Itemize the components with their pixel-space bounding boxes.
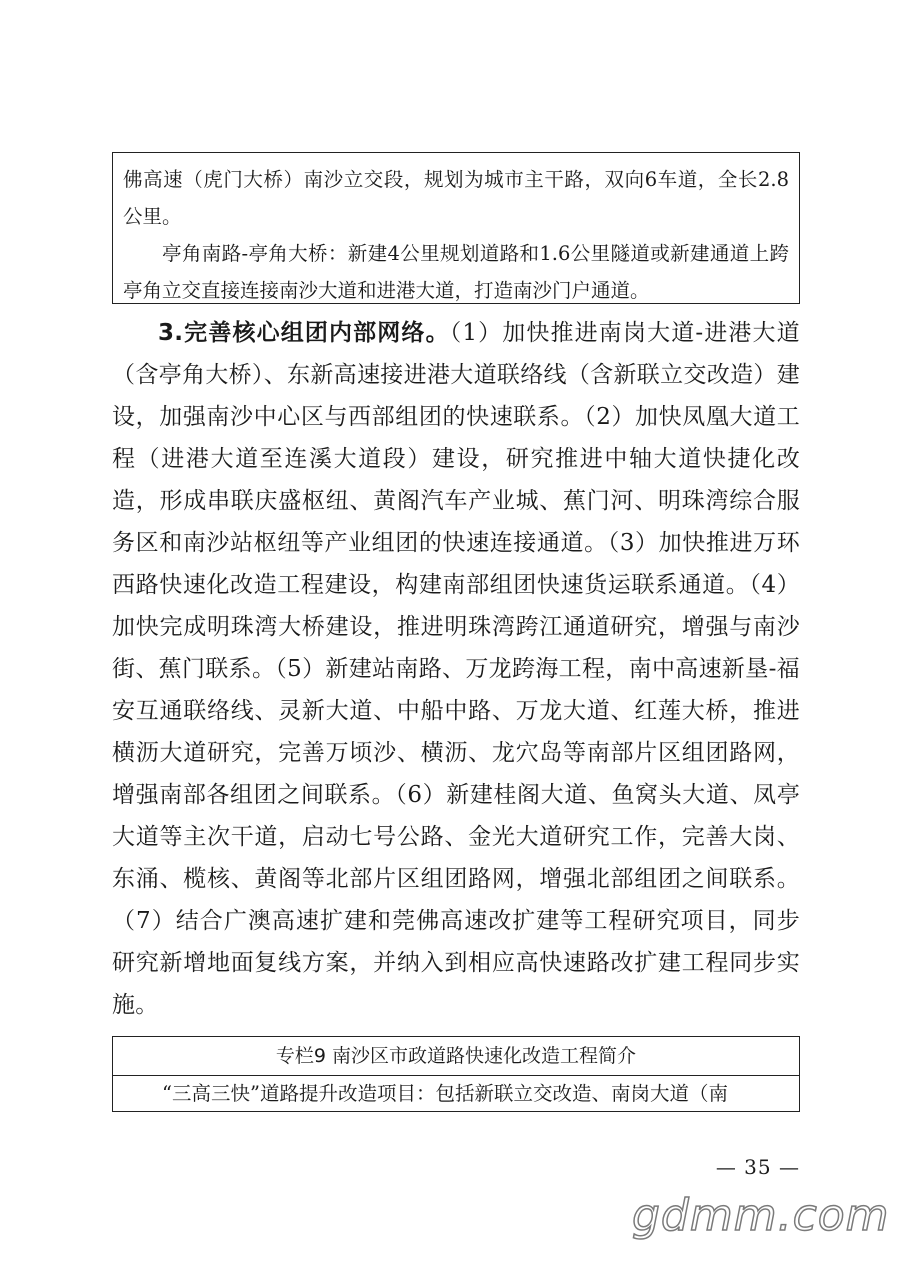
watermark-logo: gdmm.com [632, 1190, 890, 1241]
main-paragraph [112, 312, 800, 1026]
column-body-line: “三高三快”道路提升改造项目：包括新联立交改造、南岗大道（南 [162, 1082, 728, 1105]
main-paragraph-text [112, 312, 800, 1026]
section-body: （1）加快推进南岗大道-进港大道（含亭角大桥）、东新高速接进港大道联络线（含新联立交改造）建设，加强南沙中心区与西部组团的快速联系。（2）加快凤凰大道工程（进港大道至连溪大道段）建设，研究推进中轴大道快捷化改造，形成串联庆盛枢纽、黄阁汽车产业城、蕉门河、明珠湾综合服务区和南沙站枢纽等产业组团的快速连接通道。（3）加快推进万环西路快速化改造工程建设，构建南部组团快速货运联系通道。（4）加快完成明珠湾大桥建设，推进明珠湾跨江通道研究，增强与南沙街、蕉门联系。（5）新建站南路、万龙跨海工程，南中高速新垦-福安互通联络线、灵新大道、中船中路、万龙大道、红莲大桥，推进横沥大道研究，完善万顷沙、横沥、龙穴岛等南部片区组团路网，增强南部各组团之间联系。（6）新建桂阁大道、鱼窝头大道、凤亭大道等主次干道，启动七号公路、金光大道研究工作，完善大岗、东涌、榄核、黄阁等北部片区组团路网，增强北部组团之间联系。（7）结合广澳高速扩建和莞佛高速改扩建等工程研究项目，同步研究新增地面复线方案，并纳入到相应高快速路改扩建工程同步实施。 [112, 320, 800, 1018]
column-caption: 专栏9 南沙区市政道路快速化改造工程简介 [113, 1037, 799, 1076]
column-box [112, 1036, 800, 1112]
top-box-paragraph-1: 佛高速（虎门大桥）南沙立交段，规划为城市主干路，双向6车道，全长2.8公里。 [123, 168, 789, 228]
page-number: — 35 — [715, 1155, 800, 1179]
top-text-box [112, 152, 800, 304]
section-heading: 3.完善核心组团内部网络。 [158, 320, 450, 346]
top-box-paragraph-2: 亭角南路-亭角大桥：新建4公里规划道路和1.6公里隧道或新建通道上跨亭角立交直接连接南沙大道和进港大道，打造南沙门户通道。 [123, 242, 789, 302]
